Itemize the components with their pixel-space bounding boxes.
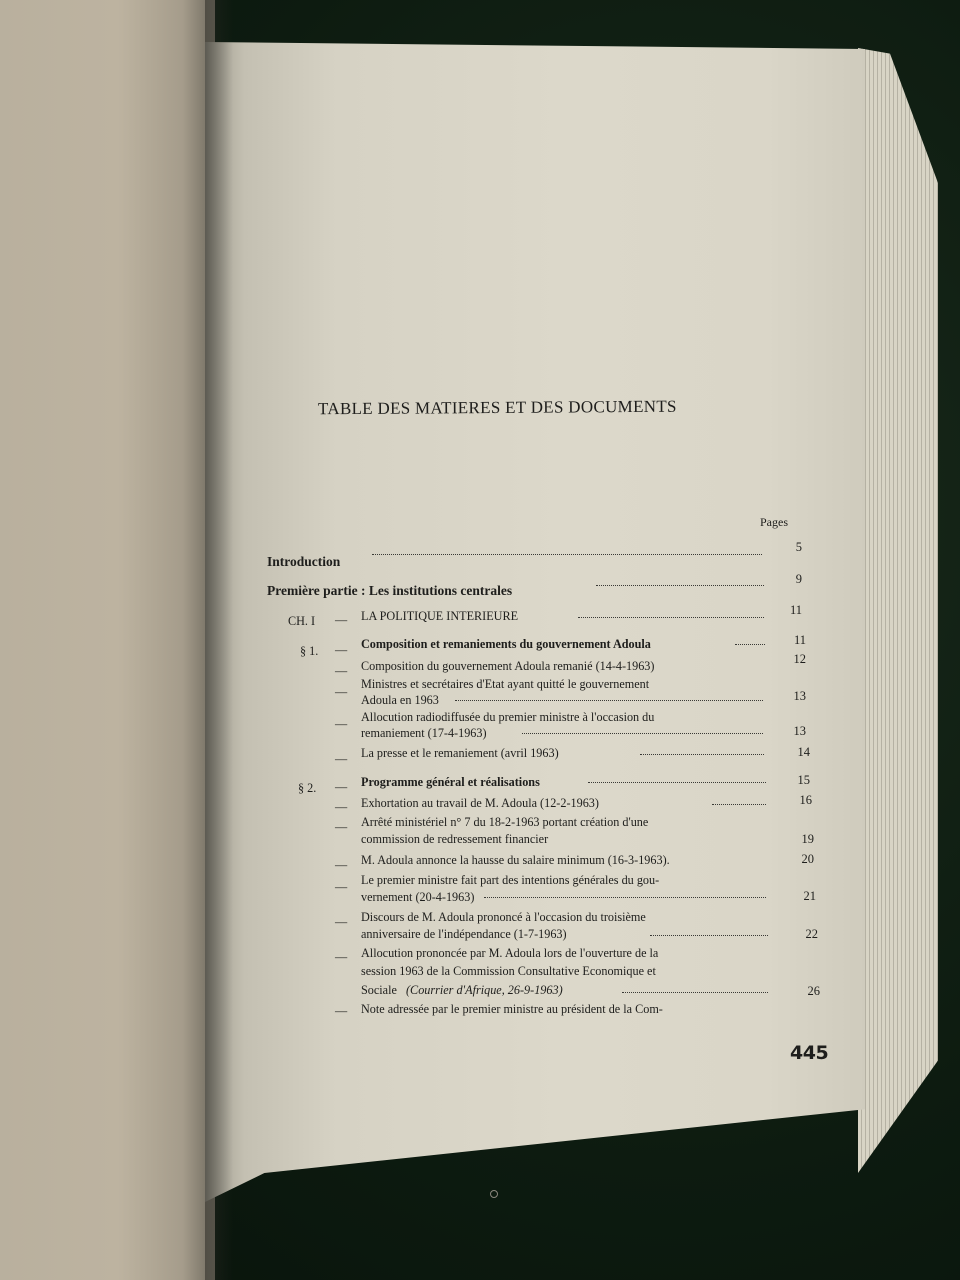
- toc-sec2-label: § 2.: [298, 781, 317, 795]
- toc-entry-page: 26: [807, 984, 820, 998]
- toc-dash: —: [335, 915, 348, 929]
- toc-entry-cont: vernement (20-4-1963): [361, 890, 475, 904]
- toc-entry-text: Allocution prononcée par M. Adoula lors de l'ouverture de la: [361, 946, 659, 960]
- toc-entry-text: Exhortation au travail de M. Adoula (12-2-1963): [361, 796, 599, 810]
- toc-entry-text: Composition du gouvernement Adoula remanié (14-4-1963): [361, 659, 655, 673]
- gutter-shadow: [205, 0, 233, 1280]
- toc-sec1-label: § 1.: [300, 644, 319, 658]
- page-edges: [858, 48, 938, 1173]
- toc-dash: —: [335, 685, 348, 699]
- toc-sec2-page: 15: [797, 773, 810, 787]
- toc-entry-cont: remaniement (17-4-1963): [361, 726, 487, 740]
- leader: [735, 644, 765, 645]
- toc-entry-text: M. Adoula annonce la hausse du salaire minimum (16-3-1963).: [361, 853, 670, 867]
- toc-dash: —: [335, 664, 348, 678]
- leader: [650, 935, 768, 936]
- pages-label: Pages: [760, 515, 788, 529]
- toc-dash: —: [335, 780, 348, 794]
- toc-intro-text: Introduction: [267, 554, 341, 569]
- paper-mark: [490, 1190, 498, 1198]
- leader: [712, 804, 766, 805]
- toc-sec1-text: Composition et remaniements du gouvernement Adoula: [361, 637, 651, 651]
- leader: [578, 617, 764, 618]
- toc-entry-cont: commission de redressement financier: [361, 832, 549, 846]
- toc-entry-text: Le premier ministre fait part des intentions générales du gou-: [361, 873, 660, 887]
- toc-dash: —: [335, 858, 348, 872]
- toc-dash: —: [335, 717, 348, 731]
- toc-dash: —: [335, 880, 348, 894]
- left-page: [0, 0, 215, 1280]
- toc-entry-page: 13: [793, 724, 806, 738]
- toc-entry-cont: Adoula en 1963: [361, 693, 439, 707]
- toc-dash: —: [335, 643, 348, 657]
- leader: [596, 585, 764, 586]
- toc-entry-cont: session 1963 de la Commission Consultative Economique et: [361, 964, 656, 978]
- toc-entry-page: 20: [801, 852, 814, 866]
- toc-entry-page: 16: [799, 793, 812, 807]
- toc-dash: —: [335, 800, 348, 814]
- toc-entry-text: La presse et le remaniement (avril 1963): [361, 746, 559, 760]
- toc-entry-page: 12: [793, 652, 806, 666]
- toc-entry-page: 14: [797, 745, 810, 759]
- toc-entry-cont2: Sociale: [361, 983, 397, 997]
- toc-sec1-page: 11: [793, 633, 806, 647]
- toc-entry-text: Note adressée par le premier ministre au président de la Com-: [361, 1002, 663, 1016]
- toc-entry-text: Ministres et secrétaires d'Etat ayant quitté le gouvernement: [361, 677, 650, 691]
- toc-part1-text: Première partie : Les institutions centrales: [267, 583, 513, 598]
- leader: [522, 733, 763, 734]
- toc-sec2-text: Programme général et réalisations: [361, 775, 540, 789]
- toc-entry-text: Allocution radiodiffusée du premier ministre à l'occasion du: [361, 710, 655, 724]
- page-title: TABLE DES MATIERES ET DES DOCUMENTS: [317, 396, 677, 419]
- toc-dash: —: [335, 950, 348, 964]
- leader: [372, 554, 762, 555]
- toc-entry-page: 19: [801, 832, 814, 846]
- toc-entry-cont2-italic: (Courrier d'Afrique, 26-9-1963): [406, 983, 563, 997]
- toc-entry-text: Discours de M. Adoula prononcé à l'occasion du troisième: [361, 910, 646, 924]
- toc-entry-cont: anniversaire de l'indépendance (1-7-1963): [361, 927, 567, 941]
- toc-dash: —: [335, 820, 348, 834]
- toc-ch1-page: 11: [789, 603, 802, 617]
- toc-entry-text: Arrêté ministériel n° 7 du 18-2-1963 portant création d'une: [361, 815, 649, 829]
- toc-dash: —: [335, 1004, 348, 1018]
- toc-intro-page: 5: [795, 540, 802, 554]
- page-number: 445: [790, 1042, 829, 1064]
- leader: [622, 992, 768, 993]
- toc-dash: —: [335, 613, 348, 627]
- leader: [588, 782, 766, 783]
- leader: [484, 897, 766, 898]
- toc-part1-page: 9: [795, 572, 802, 586]
- toc-entry-page: 22: [805, 927, 818, 941]
- toc-ch1-label: CH. I: [288, 614, 316, 628]
- leader: [640, 754, 764, 755]
- toc-entry-page: 13: [793, 689, 806, 703]
- toc-ch1-text: LA POLITIQUE INTERIEURE: [361, 609, 519, 623]
- leader: [455, 700, 763, 701]
- toc-entry-page: 21: [803, 889, 816, 903]
- toc-dash: —: [335, 752, 348, 766]
